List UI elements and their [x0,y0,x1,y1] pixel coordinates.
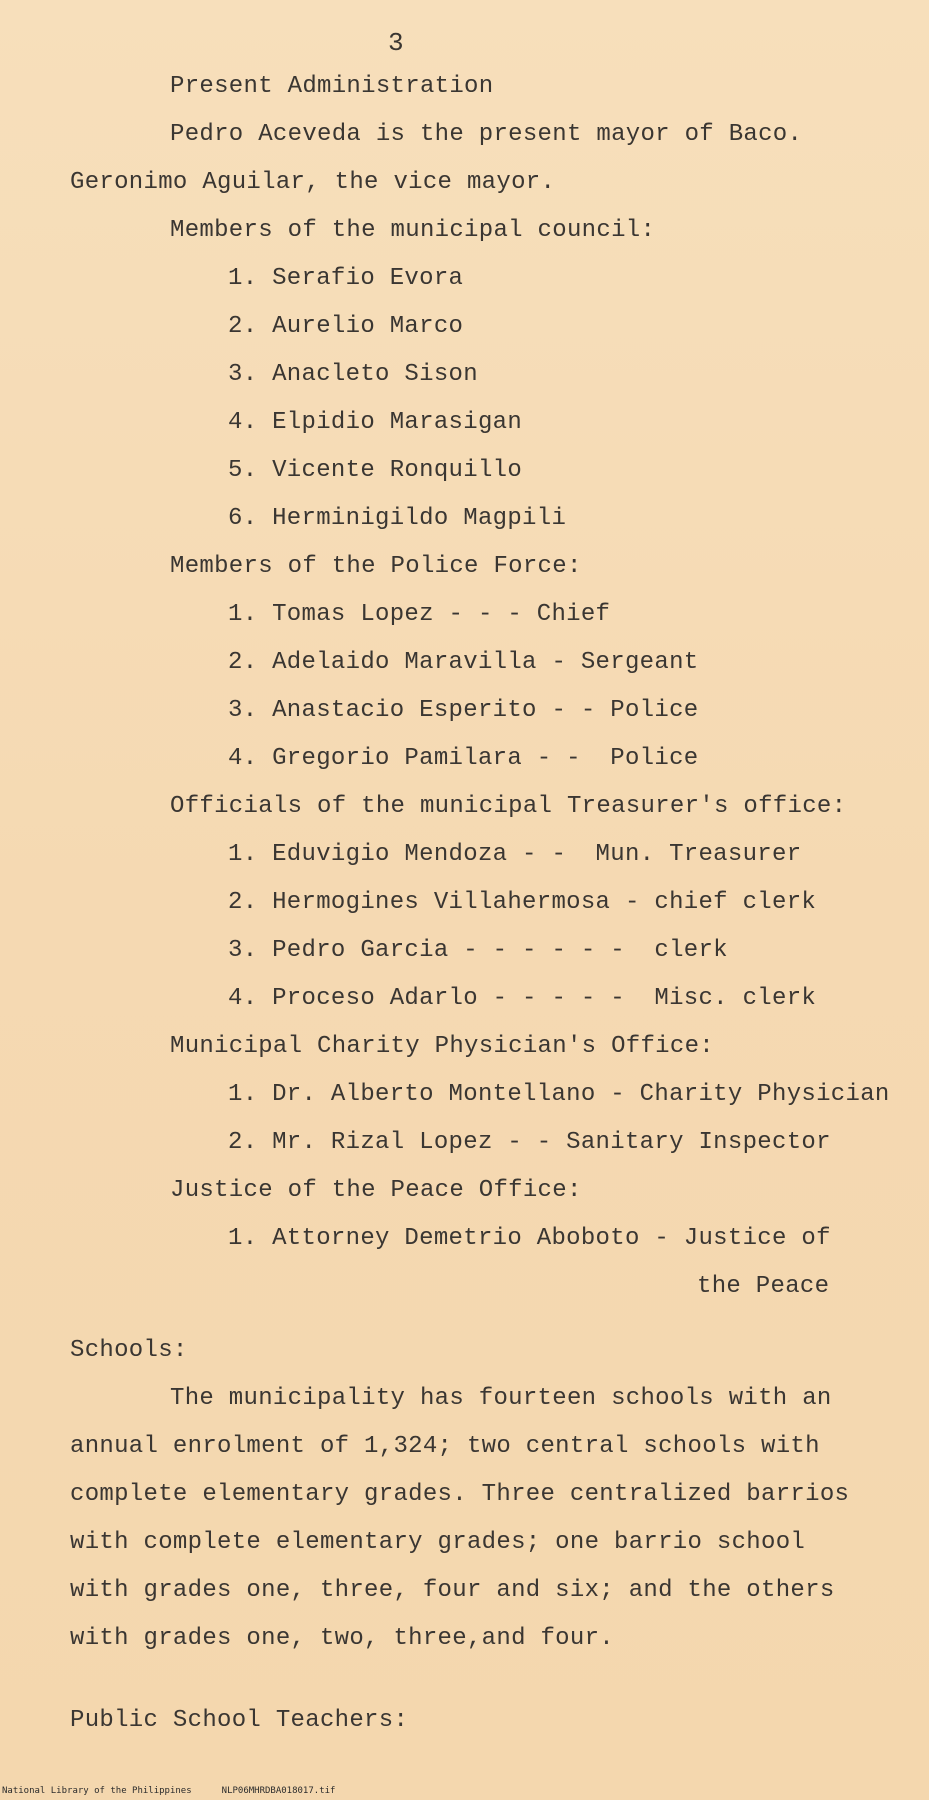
council-item: 3. Anacleto Sison [228,361,478,388]
charity-item: 1. Dr. Alberto Montellano - Charity Physician [228,1081,890,1108]
justice-item-continuation: the Peace [697,1273,830,1300]
justice-item: 1. Attorney Demetrio Aboboto - Justice of [228,1225,831,1252]
treasurer-heading: Officials of the municipal Treasurer's office: [170,793,847,820]
schools-paragraph-line: with grades one, two, three,and four. [70,1625,614,1652]
police-item: 2. Adelaido Maravilla - Sergeant [228,649,699,676]
schools-paragraph-line: annual enrolment of 1,324; two central schools with [70,1433,820,1460]
council-item: 6. Herminigildo Magpili [228,505,567,532]
council-item: 1. Serafio Evora [228,265,464,292]
treasurer-item: 1. Eduvigio Mendoza - - Mun. Treasurer [228,841,802,868]
charity-item: 2. Mr. Rizal Lopez - - Sanitary Inspector [228,1129,831,1156]
council-heading: Members of the municipal council: [170,217,656,244]
council-item: 5. Vicente Ronquillo [228,457,523,484]
page-number: 3 [388,28,404,58]
schools-paragraph-line: The municipality has fourteen schools with an [170,1385,832,1412]
justice-heading: Justice of the Peace Office: [170,1177,582,1204]
mayor-line: Pedro Aceveda is the present mayor of Baco. [170,121,803,148]
schools-paragraph-line: complete elementary grades. Three centralized barrios [70,1481,850,1508]
schools-paragraph-line: with complete elementary grades; one barrio school [70,1529,806,1556]
police-item: 3. Anastacio Esperito - - Police [228,697,699,724]
library-name: National Library of the Philippines [2,1786,192,1796]
file-name: NLP06MHRDBA018017.tif [221,1786,336,1796]
police-heading: Members of the Police Force: [170,553,582,580]
police-item: 4. Gregorio Pamilara - - Police [228,745,699,772]
treasurer-item: 4. Proceso Adarlo - - - - - Misc. clerk [228,985,817,1012]
vice-mayor-line: Geronimo Aguilar, the vice mayor. [70,169,556,196]
treasurer-item: 3. Pedro Garcia - - - - - - clerk [228,937,728,964]
teachers-heading: Public School Teachers: [70,1707,409,1734]
police-item: 1. Tomas Lopez - - - Chief [228,601,611,628]
schools-paragraph-line: with grades one, three, four and six; and the others [70,1577,835,1604]
charity-heading: Municipal Charity Physician's Office: [170,1033,714,1060]
treasurer-item: 2. Hermogines Villahermosa - chief clerk [228,889,817,916]
archive-footer [2,1786,365,1797]
schools-heading: Schools: [70,1337,188,1364]
council-item: 4. Elpidio Marasigan [228,409,523,436]
council-item: 2. Aurelio Marco [228,313,464,340]
section-heading-administration: Present Administration [170,73,494,100]
